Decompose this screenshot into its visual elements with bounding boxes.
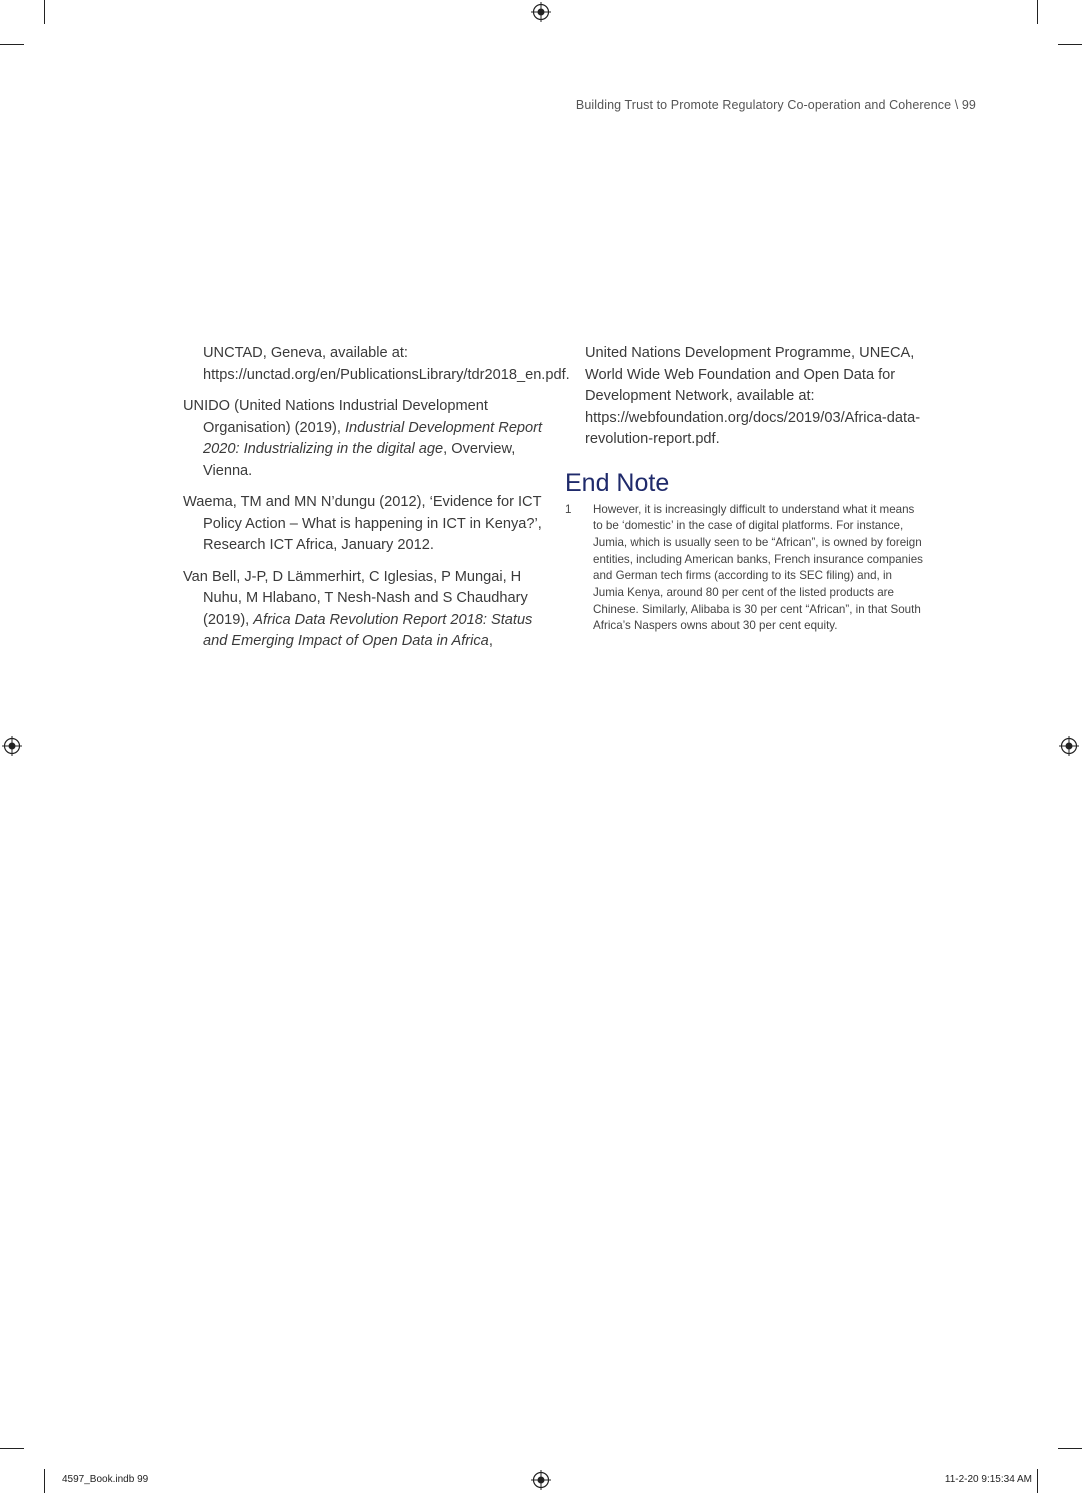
endnote-number: 1 <box>565 502 572 516</box>
crop-mark-top-right-h <box>1058 44 1082 45</box>
running-head: Building Trust to Promote Regulatory Co-operation and Coherence \ 99 <box>575 98 976 112</box>
crop-mark-top-left-v <box>44 0 45 24</box>
endnote-heading: End Note <box>565 468 670 497</box>
reference-title: Africa Data Revolution Report 2018: Status and Emerging Impact of Open Data in Africa <box>203 611 533 649</box>
slug-file: 4597_Book.indb 99 <box>62 1474 149 1485</box>
slug-timestamp: 11-2-20 9:15:34 AM <box>944 1474 1032 1485</box>
crop-mark-bottom-left-v <box>44 1469 45 1493</box>
reference-entry <box>183 396 553 482</box>
endnote-item <box>565 502 925 636</box>
reference-entry <box>183 343 570 386</box>
reference-text: UNIDO (United Nations Industrial Development Organisation) (2019), <box>183 398 488 436</box>
right-column <box>565 343 925 635</box>
reference-entry <box>183 492 553 557</box>
crop-mark-top-left-h <box>0 44 24 45</box>
reference-text: , Overview, Vienna. <box>203 441 516 479</box>
reference-text: Waema, TM and MN N’dungu (2012), ‘Evidence for ICT Policy Action – What is happening in ICT in Kenya?’, Research ICT Africa, January 2012. <box>183 494 542 553</box>
registration-mark-icon <box>2 736 22 756</box>
reference-entry <box>183 567 553 653</box>
crop-mark-bottom-left-h <box>0 1448 24 1449</box>
crop-mark-bottom-right-v <box>1037 1469 1038 1493</box>
crop-mark-bottom-right-h <box>1058 1448 1082 1449</box>
crop-mark-top-right-v <box>1037 0 1038 24</box>
reference-title: Industrial Development Report 2020: Industrializing in the digital age <box>203 419 543 457</box>
reference-continuation: United Nations Development Programme, UNECA, World Wide Web Foundation and Open Data for Development Network, available at: https://webfoundation.org/docs/2019/03/Africa-data-revolution-report.pdf. <box>585 345 921 447</box>
registration-mark-icon <box>531 1470 551 1490</box>
endnote-text: However, it is increasingly difficult to understand what it means to be ‘domestic’ in the case of digital platforms. For instance, Jumia, which is usually seen to be “African”, is owned by foreign entities, including American banks, French insurance companies and German tech firms (according to its SEC filing) and, in Jumia Kenya, around 80 per cent of the listed products are Chinese. Similarly, Alibaba is 30 per cent “African”, in that South Africa’s Naspers owns about 30 per cent equity. <box>593 502 923 633</box>
registration-mark-icon <box>1059 736 1079 756</box>
references-left-column <box>183 343 570 663</box>
reference-text: UNCTAD, Geneva, available at: https://unctad.org/en/PublicationsLibrary/tdr2018_en.pdf. <box>203 345 570 383</box>
endnote-list <box>565 502 925 636</box>
reference-text: Van Bell, J-P, D Lämmerhirt, C Iglesias, P Mungai, H Nuhu, M Hlabano, T Nesh-Nash and S Chaudhary (2019), <box>183 568 528 628</box>
reference-text: , <box>488 633 493 649</box>
registration-mark-icon <box>531 2 551 22</box>
